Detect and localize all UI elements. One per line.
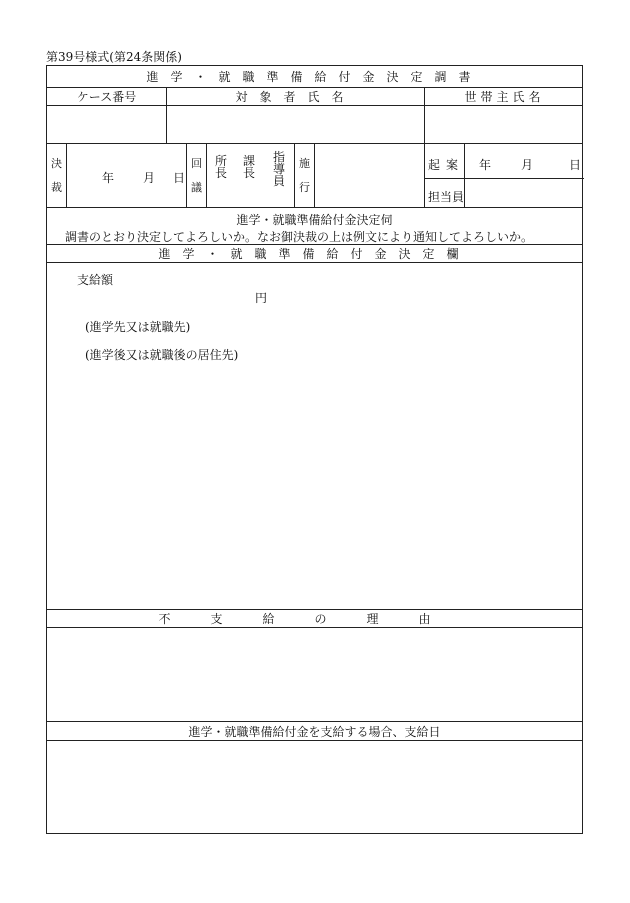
kian-day: 日 (569, 158, 582, 172)
destination-label: (進学先又は就職先) (85, 320, 191, 334)
amount-label: 支給額 (77, 273, 114, 287)
title-row (47, 66, 582, 88)
kaigi-top-char: 回 (191, 157, 202, 171)
header-row (47, 88, 582, 106)
shido-2: 導 (273, 162, 286, 176)
kessai-date-field[interactable] (67, 144, 187, 207)
kessai-day: 日 (173, 171, 186, 185)
kessai-bottom-char: 裁 (51, 180, 62, 194)
seko-bottom-char: 行 (299, 180, 310, 194)
header-value-row (47, 106, 582, 144)
approver-stamp-box[interactable] (207, 144, 295, 207)
shido-1: 指 (273, 150, 286, 164)
kian-month: 月 (521, 158, 534, 172)
subject-name-label: 対象者氏名 (235, 90, 356, 104)
case-number-label: ケース番号 (76, 90, 137, 104)
tantoin-label: 担当員 (428, 190, 465, 204)
kacho-1: 課 (243, 154, 256, 168)
kaigi-bottom-char: 議 (191, 180, 202, 194)
inquiry-title: 進学・就職準備給付金決定伺 (236, 213, 393, 227)
form-title: 進学・就職準備給付金決定調書 (146, 70, 483, 84)
kessai-month: 月 (143, 171, 156, 185)
inquiry-body: 調書のとおり決定してよろしいか。なお御決裁の上は例文により通知してよろしいか。 (65, 230, 534, 244)
subject-name-field[interactable] (167, 106, 425, 143)
shido-3: 員 (273, 174, 286, 188)
household-head-field[interactable] (425, 106, 584, 143)
payment-date-header: 進学・就職準備給付金を支給する場合、支給日 (188, 724, 441, 739)
payment-date-header-row (47, 722, 582, 741)
inquiry-row (47, 208, 582, 245)
form-number: 第39号様式(第24条関係) (46, 50, 182, 64)
payment-date-body[interactable] (47, 741, 582, 833)
non-payment-header-row (47, 610, 582, 628)
non-payment-header: 不支給の理由 (158, 612, 471, 626)
decision-header: 進学・就職準備給付金決定欄 (158, 247, 471, 261)
kessai-year: 年 (102, 171, 115, 185)
kian-year: 年 (479, 158, 492, 172)
approval-row (47, 144, 582, 208)
shocho-1: 所 (215, 154, 228, 168)
kessai-top-char: 決 (51, 157, 62, 171)
seko-field[interactable] (315, 144, 425, 207)
shocho-2: 長 (215, 166, 228, 180)
decision-form (46, 65, 583, 834)
kacho-2: 長 (243, 166, 256, 180)
case-number-field[interactable] (47, 106, 167, 143)
non-payment-body[interactable] (47, 628, 582, 722)
kian-label: 起案 (428, 158, 465, 172)
yen-label: 円 (255, 291, 268, 305)
residence-label: (進学後又は就職後の居住先) (85, 348, 239, 362)
household-head-label: 世帯主氏名 (464, 90, 545, 104)
decision-body[interactable] (47, 263, 582, 610)
decision-header-row (47, 245, 582, 263)
seko-top-char: 施 (299, 157, 310, 171)
